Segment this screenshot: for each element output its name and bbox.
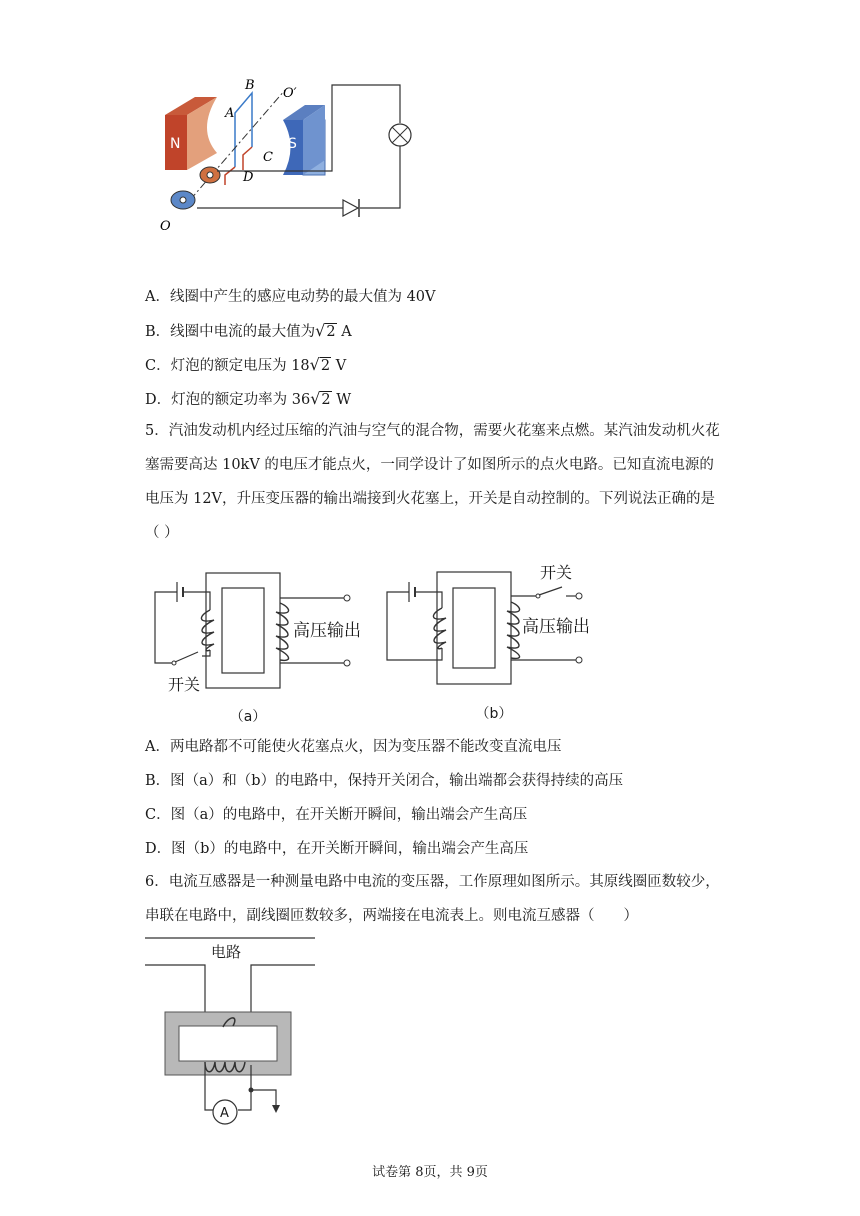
switch-label-b: 开关: [540, 563, 573, 582]
sqrt-symbol: √2: [315, 321, 336, 340]
q4-option-a: A．线圈中产生的感应电动势的最大值为 40V: [145, 289, 436, 305]
q4-option-c-radicand: 2: [320, 358, 331, 374]
transformer-core-outer: [206, 573, 280, 688]
q6-figure: [143, 935, 323, 1135]
q4-option-b-radicand: 2: [326, 324, 336, 340]
ammeter-label: A: [220, 1106, 229, 1121]
q4-option-b-suffix: A: [336, 324, 352, 340]
primary-wire: [387, 592, 442, 660]
q4-option-d-suffix: W: [331, 392, 352, 408]
primary-wire-2: [415, 592, 442, 608]
page-footer: 试卷第 8页，共 9页: [372, 1165, 488, 1180]
q4-option-c-prefix: C．灯泡的额定电压为 18: [145, 358, 310, 374]
output-label-a: 高压输出: [293, 621, 361, 641]
q5-option-b: B．图（a）和（b）的电路中，保持开关闭合，输出端都会获得持续的高压: [145, 773, 624, 789]
label-d: D: [243, 170, 254, 185]
coil-loop-3: [243, 147, 252, 170]
q4-option-c-suffix: V: [331, 358, 347, 374]
q4-option-d: [145, 389, 351, 410]
label-a: A: [225, 106, 235, 121]
label-o-prime: O′: [283, 86, 297, 101]
q6-stem: 6．电流互感器是一种测量电路中电流的变压器，工作原理如图所示。其原线圈匝数较少，串联在电路中，副线圈匝数较多，两端接在电流表上。则电流互感器（ ）: [145, 874, 720, 924]
circuit-line-left: [145, 965, 205, 1015]
slip-ring-upper-hub: [207, 172, 213, 178]
switch-blade: [539, 587, 562, 595]
output-terminal-bottom: [344, 660, 350, 666]
label-o: O: [160, 219, 171, 234]
diode-symbol: [343, 200, 358, 216]
output-terminal-top: [344, 595, 350, 601]
q4-option-d-radicand: 2: [321, 392, 331, 408]
caption-a: （a）: [229, 709, 267, 725]
primary-coil: [433, 608, 446, 649]
q5-option-d: D．图（b）的电路中，在开关断开瞬间，输出端会产生高压: [145, 841, 529, 857]
sqrt-symbol: √2: [310, 389, 331, 408]
primary-coil: [201, 610, 214, 651]
n-label: N: [170, 136, 181, 152]
q5-option-c: C．图（a）的电路中，在开关断开瞬间，输出端会产生高压: [145, 807, 528, 823]
output-terminal-bottom: [576, 657, 582, 663]
circuit-label: 电路: [211, 943, 242, 961]
secondary-coil: [276, 603, 289, 660]
sqrt-symbol: √2: [309, 355, 331, 374]
q4-option-d-prefix: D．灯泡的额定功率为 36: [145, 392, 311, 408]
generator-figure: [155, 75, 425, 235]
s-label: S: [288, 136, 297, 152]
transformer-core-inner: [453, 588, 495, 668]
transformer-core-inner: [222, 588, 264, 673]
q5-stem: 5．汽油发动机内经过压缩的汽油与空气的混合物，需要火花塞来点燃。某汽油发动机火花塞需要高达 10kV 的电压才能点火，一同学设计了如图所示的点火电路。已知直流电源的电压为 12V，升压变压器的输出端接到火花塞上，开关是自动控制的。下列说法正确的是（ ）: [145, 423, 720, 541]
coil-loop-2: [225, 167, 235, 185]
label-b: B: [245, 78, 255, 93]
ground-arrow: [272, 1105, 280, 1113]
secondary-coil: [507, 602, 520, 658]
q4-option-c: [145, 355, 346, 376]
q5-figure-b: [382, 560, 612, 725]
q4-option-b-prefix: B．线圈中电流的最大值为: [145, 324, 316, 340]
transformer-core-outer: [437, 572, 511, 684]
caption-b: （b）: [475, 706, 513, 722]
ground-wire: [251, 1090, 276, 1107]
label-c: C: [263, 150, 273, 165]
transformer-core: [165, 1012, 291, 1075]
circuit-wire-bottom: [360, 146, 400, 208]
q4-option-b: [145, 321, 352, 342]
switch-blade: [175, 652, 198, 662]
output-terminal-top: [576, 593, 582, 599]
primary-wire: [155, 592, 177, 663]
output-label-b: 高压输出: [522, 617, 590, 637]
q5-option-a: A．两电路都不可能使火花塞点火，因为变压器不能改变直流电压: [145, 739, 562, 755]
q5-figure-a: [150, 568, 375, 728]
circuit-line-right: [251, 965, 315, 1015]
switch-label-a: 开关: [168, 675, 201, 694]
slip-ring-lower-hub: [180, 197, 186, 203]
